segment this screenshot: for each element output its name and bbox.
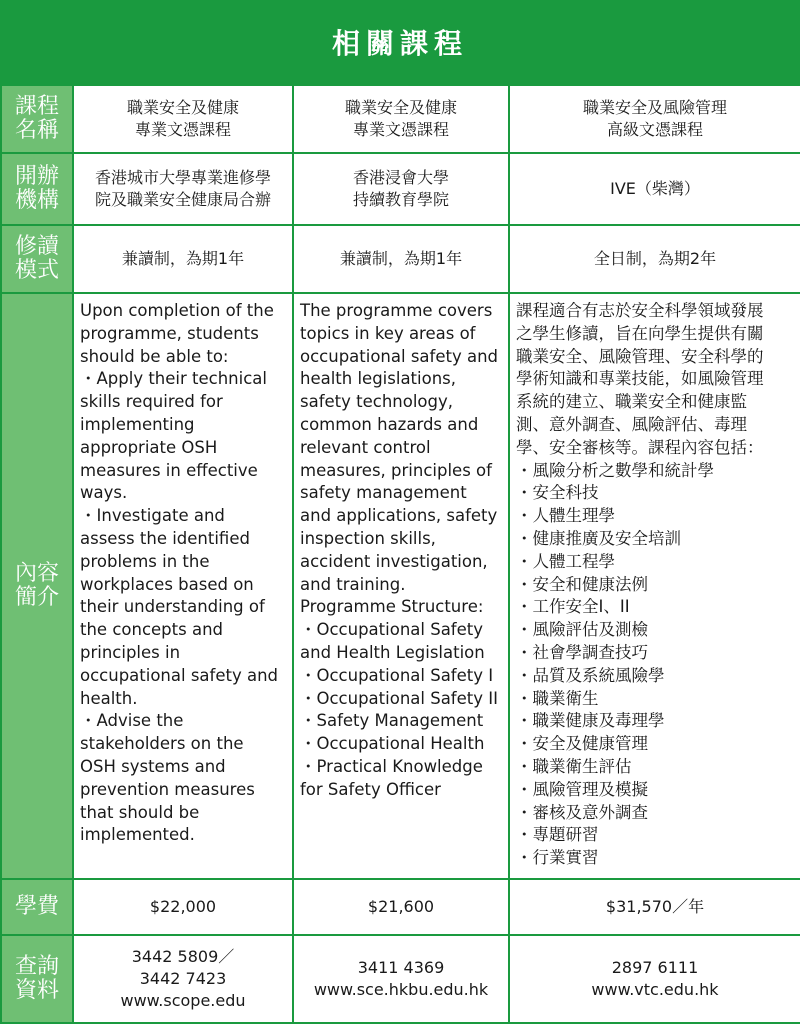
description-line: ・風險分析之數學和統計學: [516, 460, 714, 480]
row-header-contact: [1, 935, 73, 1023]
description-line: ・Occupational Health: [300, 734, 485, 754]
description-line: ・Investigate and: [80, 506, 225, 526]
course-1-description: [73, 293, 293, 879]
description-line: stakeholders on the: [80, 734, 244, 754]
course-2-fee: $21,600: [293, 879, 509, 935]
description-line: skills required for: [80, 392, 223, 412]
course-1-name: [73, 85, 293, 153]
description-line: ・Occupational Safety II: [300, 688, 498, 708]
contact-phone: 3411 4369: [357, 958, 445, 977]
course-1-mode: 兼讀制，為期1年: [73, 225, 293, 293]
description-line: workplaces based on: [80, 574, 254, 594]
description-line: and applications, safety: [300, 506, 498, 526]
description-line: 測、意外調查、風險評估、毒理: [516, 414, 747, 434]
description-line: ・Practical Knowledge: [300, 756, 483, 776]
institution-line: IVE（柴灣）: [610, 179, 700, 198]
description-line: problems in the: [80, 551, 210, 571]
description-line: their understanding of: [80, 597, 265, 617]
row-header-course-name: [1, 85, 73, 153]
description-line: programme, students: [80, 323, 259, 343]
description-line: ・品質及系統風險學: [516, 665, 665, 685]
contact-phone: 3442 7423: [139, 969, 227, 988]
row-header-institution: [1, 153, 73, 225]
description-line: topics in key areas of: [300, 323, 476, 343]
row-header-line: 查詢: [14, 954, 59, 979]
description-line: OSH systems and: [80, 756, 226, 776]
row-header-line: 資料: [14, 978, 59, 1003]
contact-website: www.vtc.edu.hk: [591, 980, 719, 999]
description-line: ・Apply their technical: [80, 369, 267, 389]
description-line: 之學生修讀，旨在向學生提供有關: [516, 323, 764, 343]
description-line: ways.: [80, 483, 128, 503]
description-line: ・行業實習: [516, 848, 599, 868]
course-1-contact: [73, 935, 293, 1023]
course-name-line: 職業安全及健康: [344, 98, 457, 117]
row-header-line: 內容: [14, 561, 59, 586]
row-header-line: 機構: [14, 188, 59, 213]
description-line: principles in: [80, 642, 181, 662]
description-line: ・職業衛生評估: [516, 756, 632, 776]
course-3-fee: $31,570／年: [509, 879, 800, 935]
institution-line: 香港浸會大學: [352, 168, 449, 187]
description-line: 課程適合有志於安全科學領域發展: [516, 301, 764, 320]
course-name-line: 職業安全及風險管理: [582, 98, 727, 117]
course-3-institution: [509, 153, 800, 225]
description-line: for Safety Officer: [300, 779, 441, 799]
contact-phone: 3442 5809／: [131, 947, 235, 966]
institution-line: 香港城市大學專業進修學: [94, 168, 271, 187]
course-2-contact: [293, 935, 509, 1023]
course-3-description: [509, 293, 800, 879]
description-line: ・審核及意外調查: [516, 802, 648, 822]
row-header-line: 名稱: [14, 118, 59, 143]
description-line: safety technology,: [300, 392, 454, 412]
row-institution: [1, 153, 800, 225]
description-line: ・健康推廣及安全培訓: [516, 528, 681, 548]
course-comparison-table: [0, 84, 800, 1024]
description-line: ・風險評估及測檢: [516, 620, 648, 640]
description-line: ・安全及健康管理: [516, 734, 648, 754]
description-line: ・Safety Management: [300, 711, 484, 731]
course-name-line: 高級文憑課程: [606, 120, 703, 139]
row-header-line: 學費: [14, 894, 59, 919]
description-line: ・人體工程學: [516, 551, 615, 571]
course-2-mode: 兼讀制，為期1年: [293, 225, 509, 293]
description-line: ・安全和健康法例: [516, 574, 648, 594]
row-header-line: 修讀: [14, 234, 59, 259]
row-tuition-fee: [1, 879, 800, 935]
row-header-line: 模式: [14, 258, 59, 283]
description-line: relevant control: [300, 437, 431, 457]
description-line: the concepts and: [80, 620, 223, 640]
row-header-tuition-fee: [1, 879, 73, 935]
description-line: Programme Structure:: [300, 597, 484, 617]
description-line: 學、安全審核等。課程內容包括：: [516, 437, 764, 457]
row-study-mode: [1, 225, 800, 293]
description-line: occupational safety and: [300, 346, 499, 366]
description-line: safety management: [300, 483, 467, 503]
description-line: assess the identified: [80, 528, 250, 548]
course-3-contact: [509, 935, 800, 1023]
course-1-fee: $22,000: [73, 879, 293, 935]
description-line: ・工作安全I、II: [516, 597, 630, 617]
row-header-line: 開辦: [14, 164, 59, 189]
description-line: ・風險管理及模擬: [516, 779, 648, 799]
contact-website: www.scope.edu: [120, 991, 246, 1010]
row-header-description: [1, 293, 73, 879]
description-line: should be able to:: [80, 346, 229, 366]
description-line: that should be: [80, 802, 200, 822]
row-header-line: 簡介: [14, 585, 59, 610]
course-2-institution: [293, 153, 509, 225]
course-2-name: [293, 85, 509, 153]
description-line: and training.: [300, 574, 406, 594]
description-line: occupational safety and: [80, 665, 279, 685]
description-line: ・Occupational Safety I: [300, 665, 494, 685]
description-line: inspection skills,: [300, 528, 436, 548]
course-name-line: 專業文憑課程: [352, 120, 449, 139]
row-header-line: 課程: [14, 94, 59, 119]
description-line: prevention measures: [80, 779, 255, 799]
description-line: health.: [80, 688, 138, 708]
description-line: 學術知識和專業技能，如風險管理: [516, 369, 764, 389]
course-2-description: [293, 293, 509, 879]
contact-website: www.sce.hkbu.edu.hk: [313, 980, 489, 999]
description-line: common hazards and: [300, 414, 479, 434]
course-1-institution: [73, 153, 293, 225]
description-line: implemented.: [80, 825, 195, 845]
description-line: ・Advise the: [80, 711, 184, 731]
description-line: ・安全科技: [516, 483, 599, 503]
description-line: appropriate OSH: [80, 437, 218, 457]
row-course-name: [1, 85, 800, 153]
row-description: [1, 293, 800, 879]
description-line: health legislations,: [300, 369, 457, 389]
institution-line: 持續教育學院: [352, 190, 449, 209]
page-title: 相關課程: [0, 0, 800, 84]
description-line: 職業安全、風險管理、安全科學的: [516, 346, 764, 366]
description-line: ・專題研習: [516, 825, 599, 845]
row-contact: [1, 935, 800, 1023]
description-line: and Health Legislation: [300, 642, 485, 662]
description-line: measures, principles of: [300, 460, 492, 480]
course-name-line: 職業安全及健康: [126, 98, 239, 117]
course-3-name: [509, 85, 800, 153]
institution-line: 院及職業安全健康局合辦: [94, 190, 271, 209]
description-line: ・人體生理學: [516, 506, 615, 526]
description-line: implementing: [80, 414, 195, 434]
course-3-mode: 全日制，為期2年: [509, 225, 800, 293]
description-line: 系統的建立、職業安全和健康監: [516, 392, 747, 412]
description-line: accident investigation,: [300, 551, 488, 571]
contact-phone: 2897 6111: [611, 958, 699, 977]
description-line: ・職業健康及毒理學: [516, 711, 665, 731]
description-line: ・Occupational Safety: [300, 620, 483, 640]
description-line: measures in effective: [80, 460, 258, 480]
course-name-line: 專業文憑課程: [134, 120, 231, 139]
description-line: The programme covers: [300, 301, 493, 320]
description-line: ・職業衛生: [516, 688, 599, 708]
description-line: ・社會學調查技巧: [516, 642, 648, 662]
description-line: Upon completion of the: [80, 301, 274, 320]
row-header-study-mode: [1, 225, 73, 293]
